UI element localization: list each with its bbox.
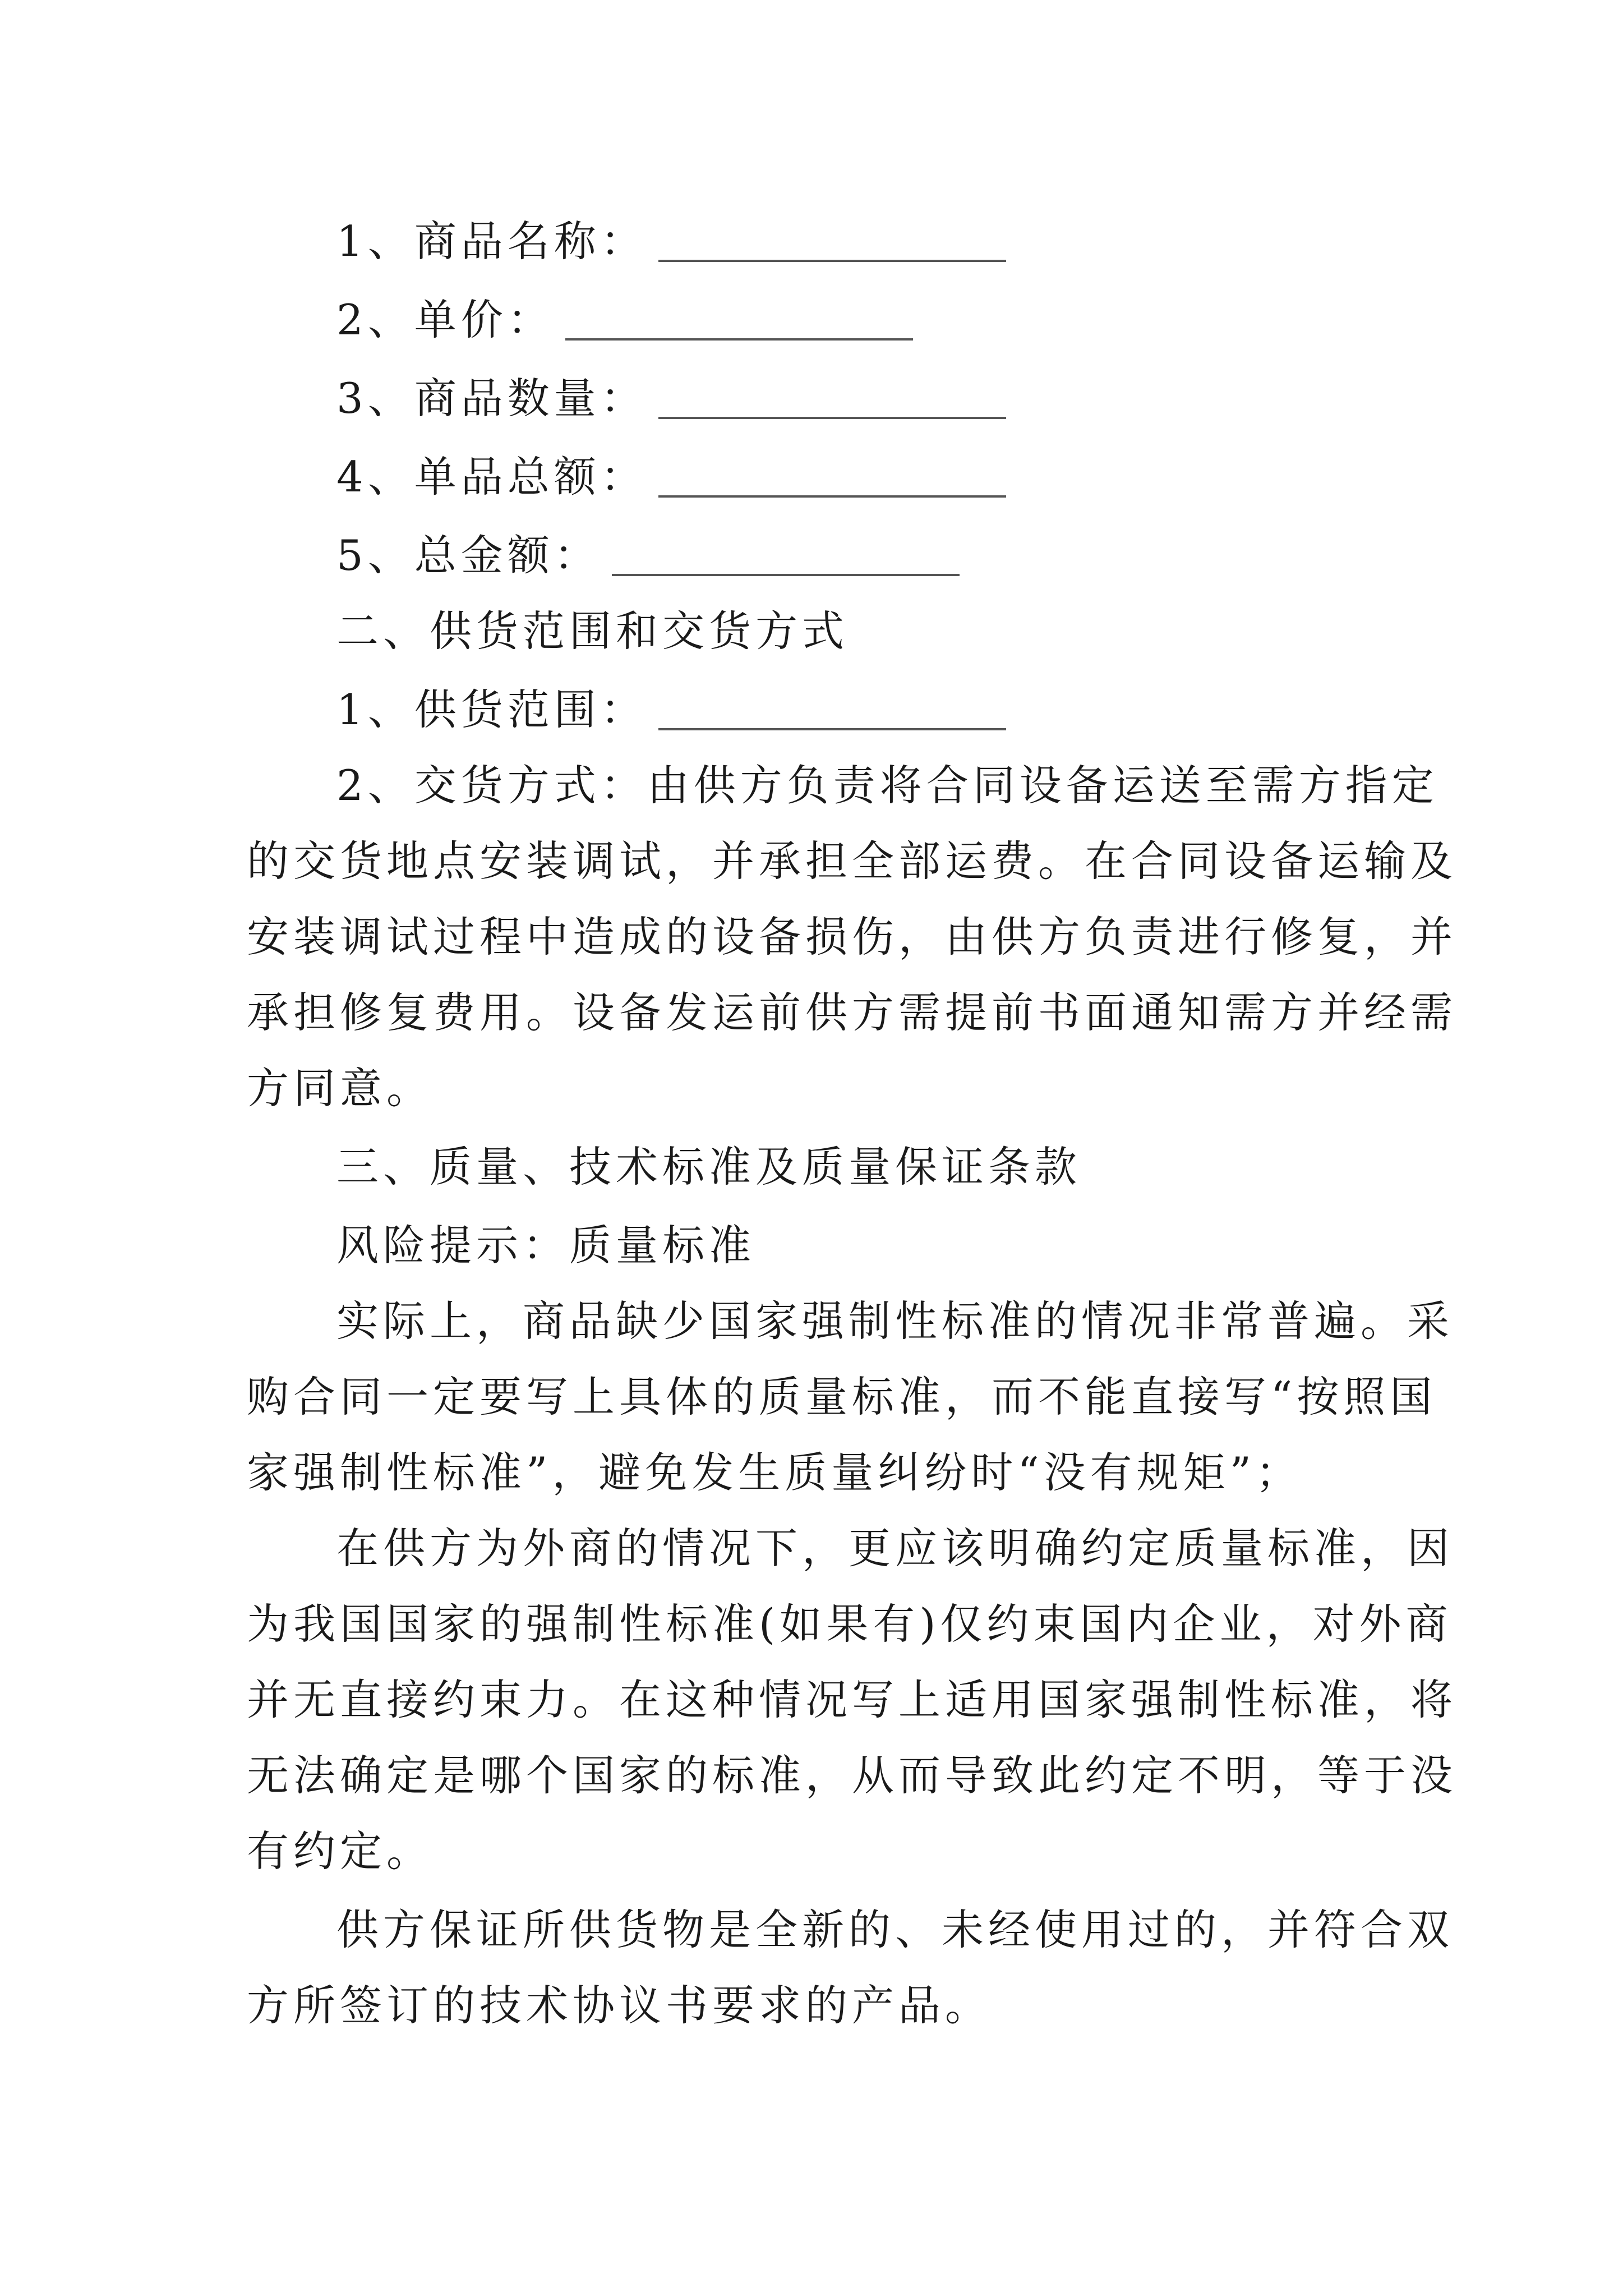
- risk-heading: 风险提示：质量标准: [336, 1221, 756, 1270]
- paragraph-line: 购合同一定要写上具体的质量标准，而不能直接写“按照国: [247, 1372, 1437, 1421]
- paragraph-line: 供方保证所供货物是全新的、未经使用过的，并符合双: [336, 1905, 1454, 1954]
- fill-blank: [612, 574, 960, 576]
- item-label: 5、总金额：: [336, 531, 601, 580]
- paragraph-line: 无法确定是哪个国家的标准，从而导致此约定不明，等于没: [247, 1751, 1458, 1800]
- paragraph-line: 实际上，商品缺少国家强制性标准的情况非常普遍。采: [336, 1296, 1454, 1346]
- item-product-name: [336, 219, 1481, 264]
- paragraph-line: 安装调试过程中造成的设备损伤，由供方负责进行修复，并: [247, 912, 1458, 961]
- paragraph-line: 为我国国家的强制性标准(如果有)仅约束国内企业，对外商: [247, 1599, 1453, 1649]
- item-label: 1、商品名称：: [336, 217, 647, 266]
- paragraph-line: 并无直接约束力。在这种情况写上适用国家强制性标准，将: [247, 1675, 1458, 1724]
- item-label: 1、供货范围：: [336, 685, 647, 734]
- fill-blank: [658, 260, 1006, 262]
- item-supply-range: [336, 687, 1481, 732]
- paragraph-line: 的交货地点安装调试，并承担全部运费。在合同设备运输及: [247, 836, 1458, 886]
- fill-blank: [658, 417, 1006, 419]
- fill-blank: [658, 495, 1006, 498]
- paragraph-line: 方所签订的技术协议书要求的产品。: [247, 1981, 992, 2030]
- item-total-amount: [336, 533, 1481, 578]
- paragraph-line: 在供方为外商的情况下，更应该明确约定质量标准，因: [336, 1524, 1454, 1573]
- paragraph-line: 有约定。: [247, 1826, 434, 1876]
- section-heading-quality: 三、质量、技术标准及质量保证条款: [336, 1142, 1082, 1191]
- item-unit-total: [336, 454, 1481, 499]
- fill-blank: [565, 338, 913, 341]
- paragraph-line: 方同意。: [247, 1064, 434, 1113]
- item-label: 4、单品总额：: [336, 452, 647, 501]
- paragraph-line: 承担修复费用。设备发运前供方需提前书面通知需方并经需: [247, 988, 1458, 1037]
- item-label: 2、单价：: [336, 295, 554, 344]
- fill-blank: [658, 728, 1006, 730]
- item-unit-price: [336, 297, 1481, 342]
- section-heading-supply: 二、供货范围和交货方式: [336, 606, 849, 656]
- item-label: 3、商品数量：: [336, 374, 647, 423]
- item-quantity: [336, 376, 1481, 421]
- paragraph-line: 2、交货方式：由供方负责将合同设备运送至需方指定: [336, 761, 1438, 810]
- paragraph-line: 家强制性标准”，避免发生质量纠纷时“没有规矩”；: [247, 1448, 1303, 1497]
